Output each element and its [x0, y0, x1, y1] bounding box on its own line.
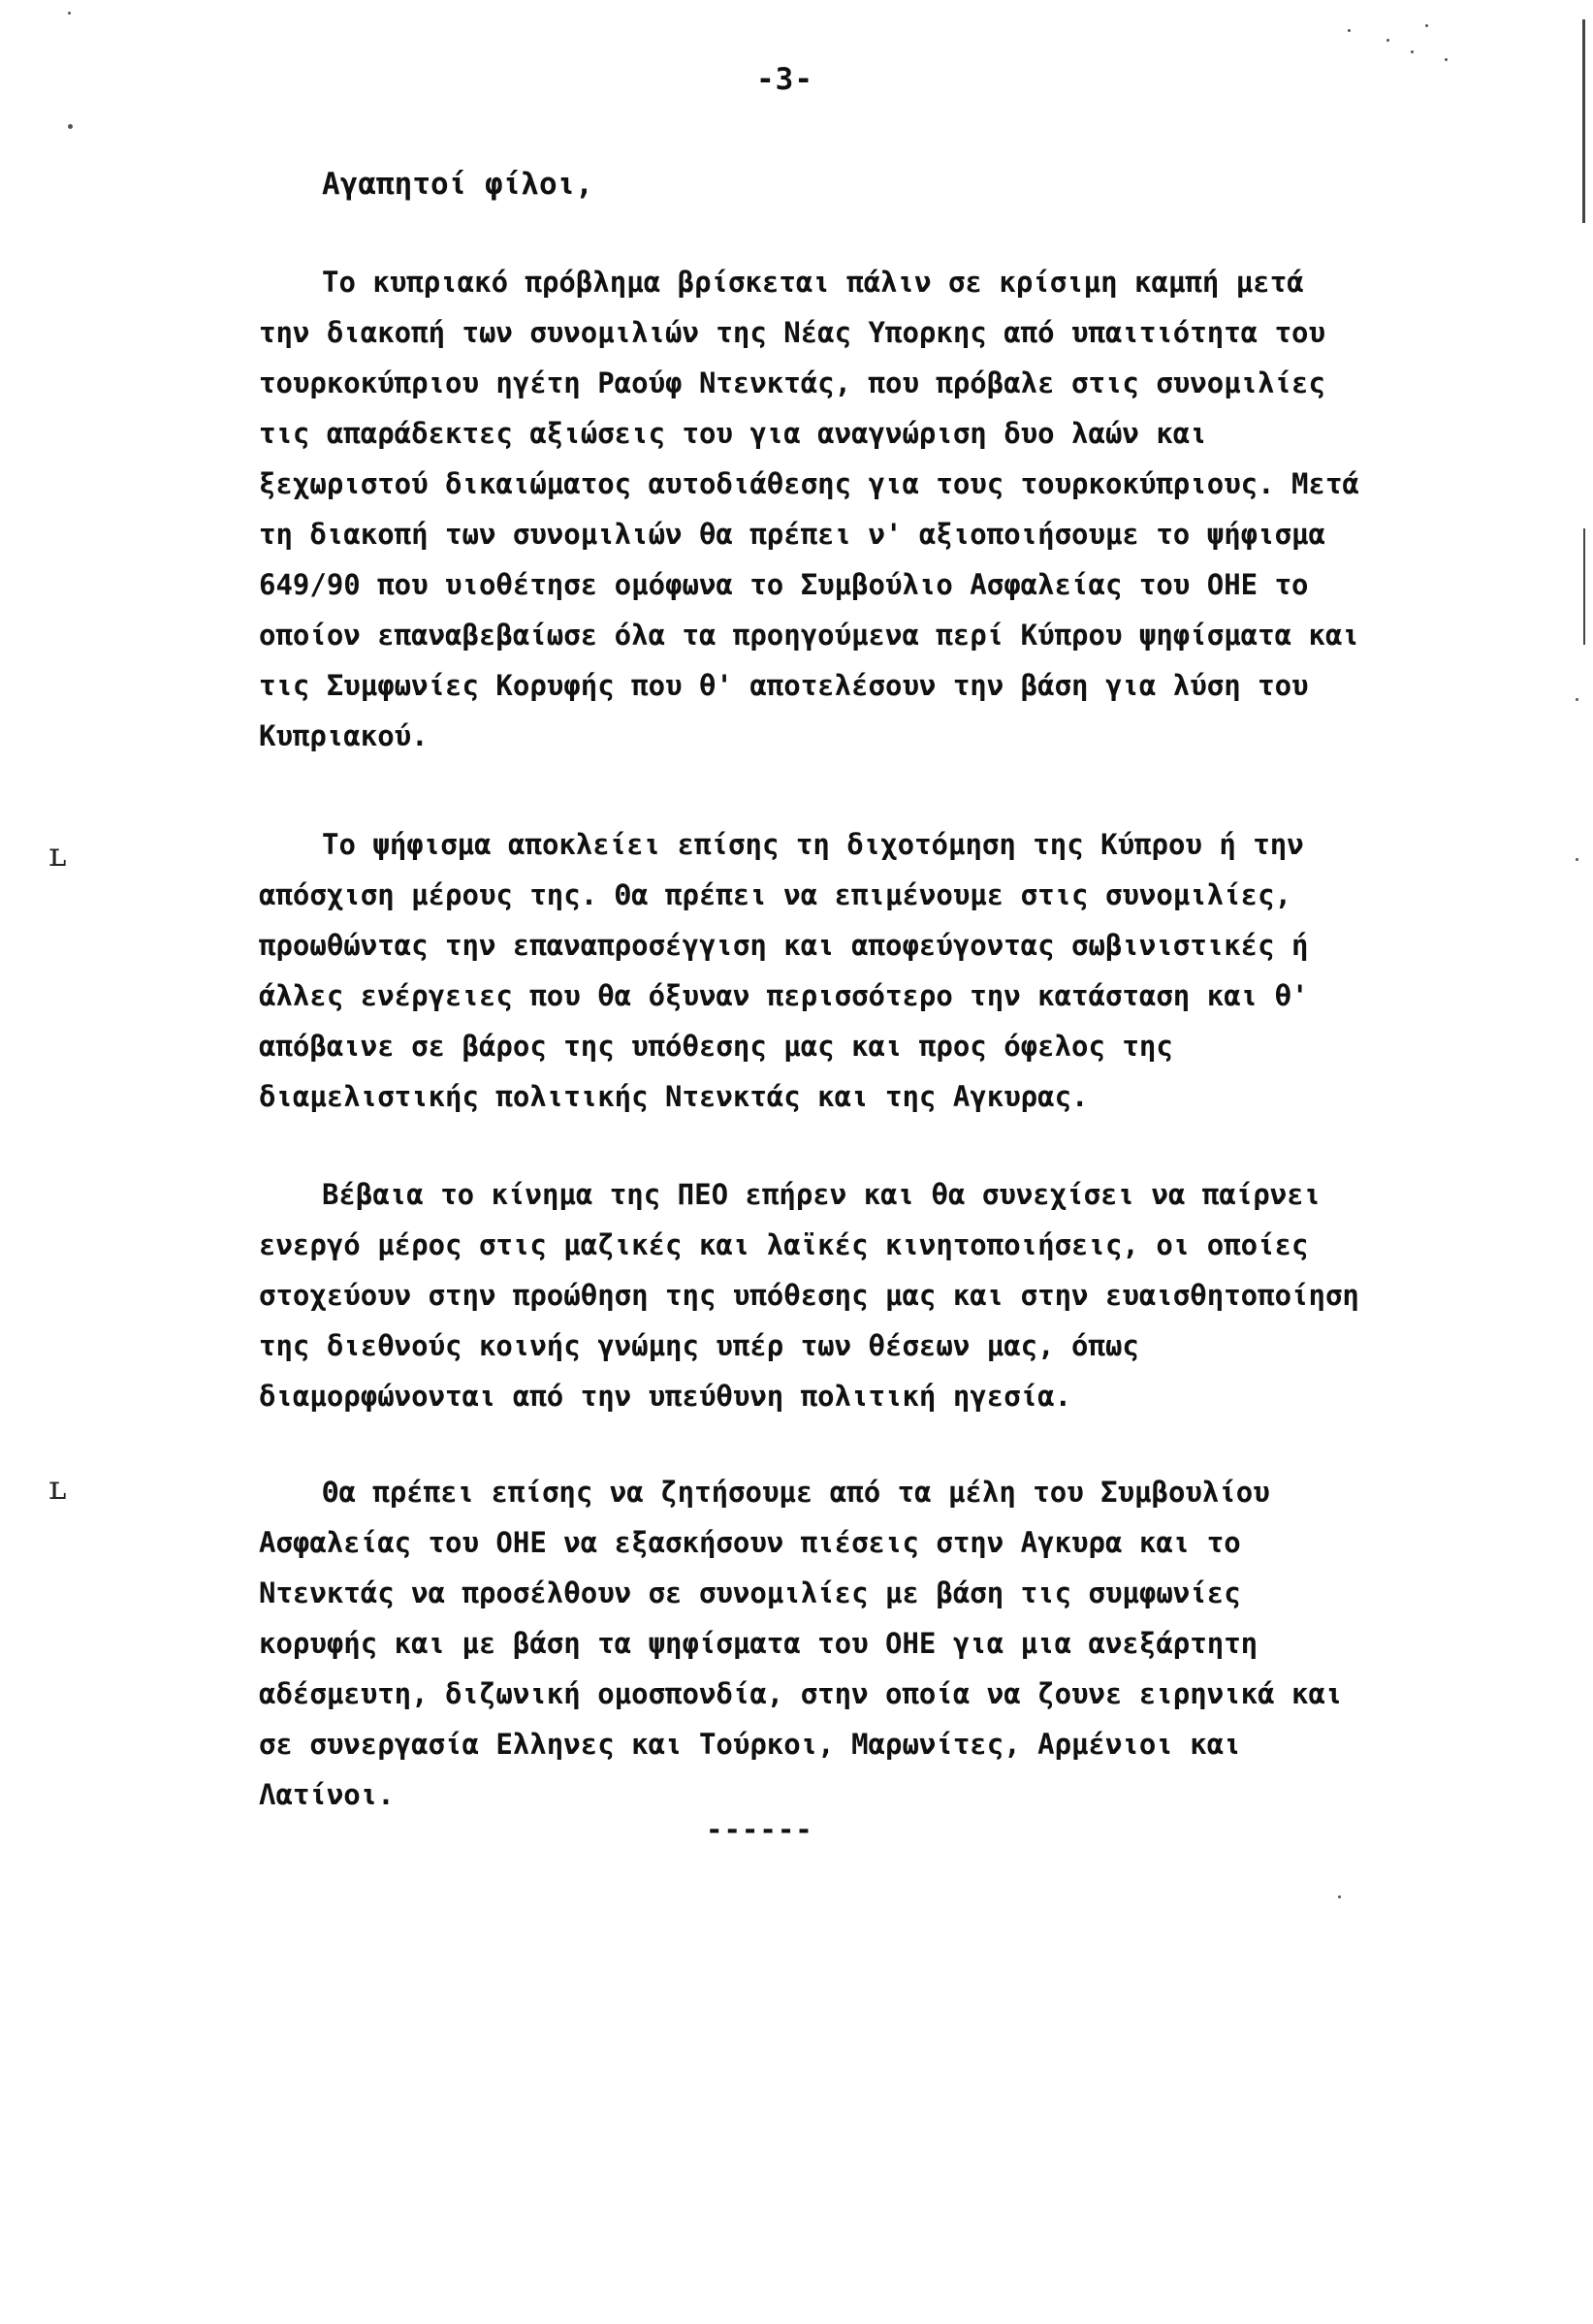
paragraph-line: τη διακοπή των συνομιλιών θα πρέπει ν' αξιοποιήσουμε το ψήφισμα — [259, 518, 1325, 551]
scan-speckle — [1425, 24, 1428, 27]
paragraph-line: Το κυπριακό πρόβλημα βρίσκεται πάλιν σε κρίσιμη καμπή μετά — [322, 266, 1304, 299]
paragraph-line: οποίον επαναβεβαίωσε όλα τα προηγούμενα περί Κύπρου ψηφίσματα και — [259, 619, 1359, 652]
paragraph-1 — [259, 257, 1359, 761]
paragraph-line: την διακοπή των συνομιλιών της Νέας Υπορκης από υπαιτιότητα του — [259, 316, 1325, 349]
paragraph-line: ενεργό μέρος στις μαζικές και λαϊκές κινητοποιήσεις, οι οποίες — [259, 1228, 1309, 1261]
paragraph-line: 649/90 που υιοθέτησε ομόφωνα το Συμβούλιο Ασφαλείας του ΟΗΕ το — [259, 568, 1309, 601]
page-number: -3- — [756, 62, 813, 97]
salutation: Αγαπητοί φίλοι, — [322, 167, 593, 202]
paragraph-line: σε συνεργασία Ελληνες και Τούρκοι, Μαρωνίτες, Αρμένιοι και — [259, 1728, 1241, 1761]
scan-speckle — [1576, 858, 1578, 861]
paragraph-line: Το ψήφισμα αποκλείει επίσης τη διχοτόμηση της Κύπρου ή την — [322, 828, 1304, 861]
end-mark: ------ — [706, 1813, 813, 1846]
scan-speckle — [1576, 698, 1578, 701]
paragraph-line: απόβαινε σε βάρος της υπόθεσης μας και προς όφελος της — [259, 1030, 1173, 1063]
paragraph-line: διαμελιστικής πολιτικής Ντενκτάς και της Αγκυρας. — [259, 1080, 1089, 1113]
paragraph-line: απόσχιση μέρους της. Θα πρέπει να επιμένουμε στις συνομιλίες, — [259, 878, 1292, 911]
paragraph-line: Ντενκτάς να προσέλθουν σε συνομιλίες με βάση τις συμφωνίες — [259, 1576, 1241, 1609]
scan-speckle — [68, 124, 73, 129]
scan-speckle — [1386, 39, 1389, 42]
scan-speckle — [1348, 29, 1351, 32]
paragraph-line: της διεθνούς κοινής γνώμης υπέρ των θέσεων μας, όπως — [259, 1329, 1139, 1362]
scan-speckle — [1338, 1895, 1341, 1898]
margin-bracket-mark: ʟ — [48, 836, 67, 875]
scan-speckle — [1445, 58, 1448, 61]
paragraph-line: διαμορφώνονται από την υπεύθυνη πολιτική ηγεσία. — [259, 1380, 1072, 1413]
paragraph-line: στοχεύουν στην προώθηση της υπόθεσης μας και στην ευαισθητοποίηση — [259, 1279, 1359, 1312]
paragraph-line: Κυπριακού. — [259, 719, 429, 752]
paragraph-line: άλλες ενέργειες που θα όξυναν περισσότερο την κατάσταση και θ' — [259, 979, 1309, 1012]
paragraph-line: αδέσμευτη, διζωνική ομοσπονδία, στην οποία να ζουνε ειρηνικά και — [259, 1677, 1343, 1710]
scan-speckle — [1411, 50, 1414, 53]
paragraph-line: Λατίνοι. — [259, 1778, 395, 1811]
paragraph-line: ξεχωριστού δικαιώματος αυτοδιάθεσης για τους τουρκοκύπριους. Μετά — [259, 467, 1359, 500]
scan-edge-line — [1582, 19, 1585, 223]
scan-edge-line — [1583, 528, 1585, 645]
paragraph-line: προωθώντας την επαναπροσέγγιση και αποφεύγοντας σωβινιστικές ή — [259, 929, 1309, 962]
margin-bracket-mark: ʟ — [48, 1469, 67, 1508]
paragraph-line: κορυφής και με βάση τα ψηφίσματα του ΟΗΕ για μια ανεξάρτητη — [259, 1627, 1258, 1660]
paragraph-line: τις Συμφωνίες Κορυφής που θ' αποτελέσουν την βάση για λύση του — [259, 669, 1309, 702]
paragraph-line: τις απαράδεκτες αξιώσεις του για αναγνώριση δυο λαών και — [259, 417, 1207, 450]
scan-speckle — [68, 12, 71, 15]
paragraph-2 — [259, 819, 1335, 1122]
paragraph-3 — [259, 1169, 1359, 1421]
paragraph-line: Βέβαια το κίνημα της ΠΕΟ επήρεν και θα συνεχίσει να παίρνει — [322, 1178, 1322, 1211]
paragraph-4 — [259, 1467, 1343, 1820]
paragraph-line: Ασφαλείας του ΟΗΕ να εξασκήσουν πιέσεις στην Αγκυρα και το — [259, 1526, 1241, 1559]
paragraph-line: τουρκοκύπριου ηγέτη Ραούφ Ντενκτάς, που πρόβαλε στις συνομιλίες — [259, 366, 1325, 399]
paragraph-line: Θα πρέπει επίσης να ζητήσουμε από τα μέλη του Συμβουλίου — [322, 1476, 1270, 1509]
